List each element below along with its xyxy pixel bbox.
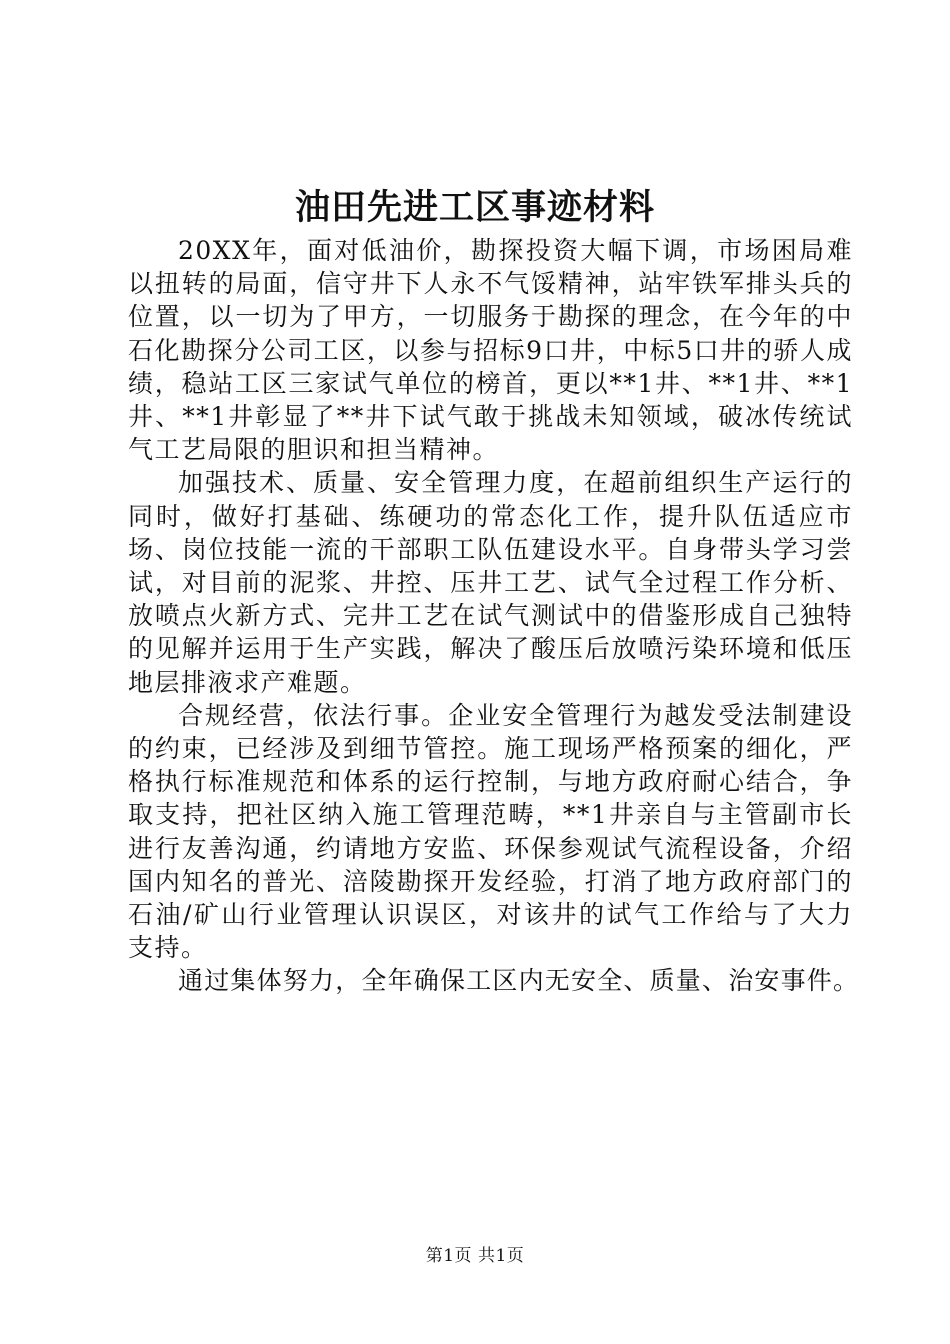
- paragraph-3: 合规经营，依法行事。企业安全管理行为越发受法制建设的约束，已经涉及到细节管控。施工现场严格预案的细化，严格执行标准规范和体系的运行控制，与地方政府耐心结合，争取支持，把社区纳入施工管理范畴，**1井亲自与主管副市长进行友善沟通，约请地方安监、环保参观试气流程设备，介绍国内知名的普光、涪陵勘探开发经验，打消了地方政府部门的石油/矿山行业管理认识误区，对该井的试气工作给与了大力支持。: [128, 700, 853, 963]
- paragraph-2: 加强技术、质量、安全管理力度，在超前组织生产运行的同时，做好打基础、练硬功的常态化工作，提升队伍适应市场、岗位技能一流的干部职工队伍建设水平。自身带头学习尝试，对目前的泥浆、井控、压井工艺、试气全过程工作分析、放喷点火新方式、完井工艺在试气测试中的借鉴形成自己独特的见解并运用于生产实践，解决了酸压后放喷污染环境和低压地层排液求产难题。: [128, 468, 853, 697]
- paragraph-4: 通过集体努力，全年确保工区内无安全、质量、治安事件。: [178, 966, 860, 996]
- paragraph-1: 20XX年，面对低油价，勘探投资大幅下调，市场困局难以扭转的局面，信守井下人永不气馁精神，站牢铁军排头兵的位置，以一切为了甲方，一切服务于勘探的理念，在今年的中石化勘探分公司工区，以参与招标9口井，中标5口井的骄人成绩，稳站工区三家试气单位的榜首，更以**1井、**1井、**1井、**1井彰显了**井下试气敢于挑战未知领域，破冰传统试气工艺局限的胆识和担当精神。: [128, 236, 853, 465]
- document-title: 油田先进工区事迹材料: [294, 187, 655, 228]
- page-number-footer: 第1页 共1页: [425, 1246, 525, 1266]
- document-body: [128, 234, 860, 998]
